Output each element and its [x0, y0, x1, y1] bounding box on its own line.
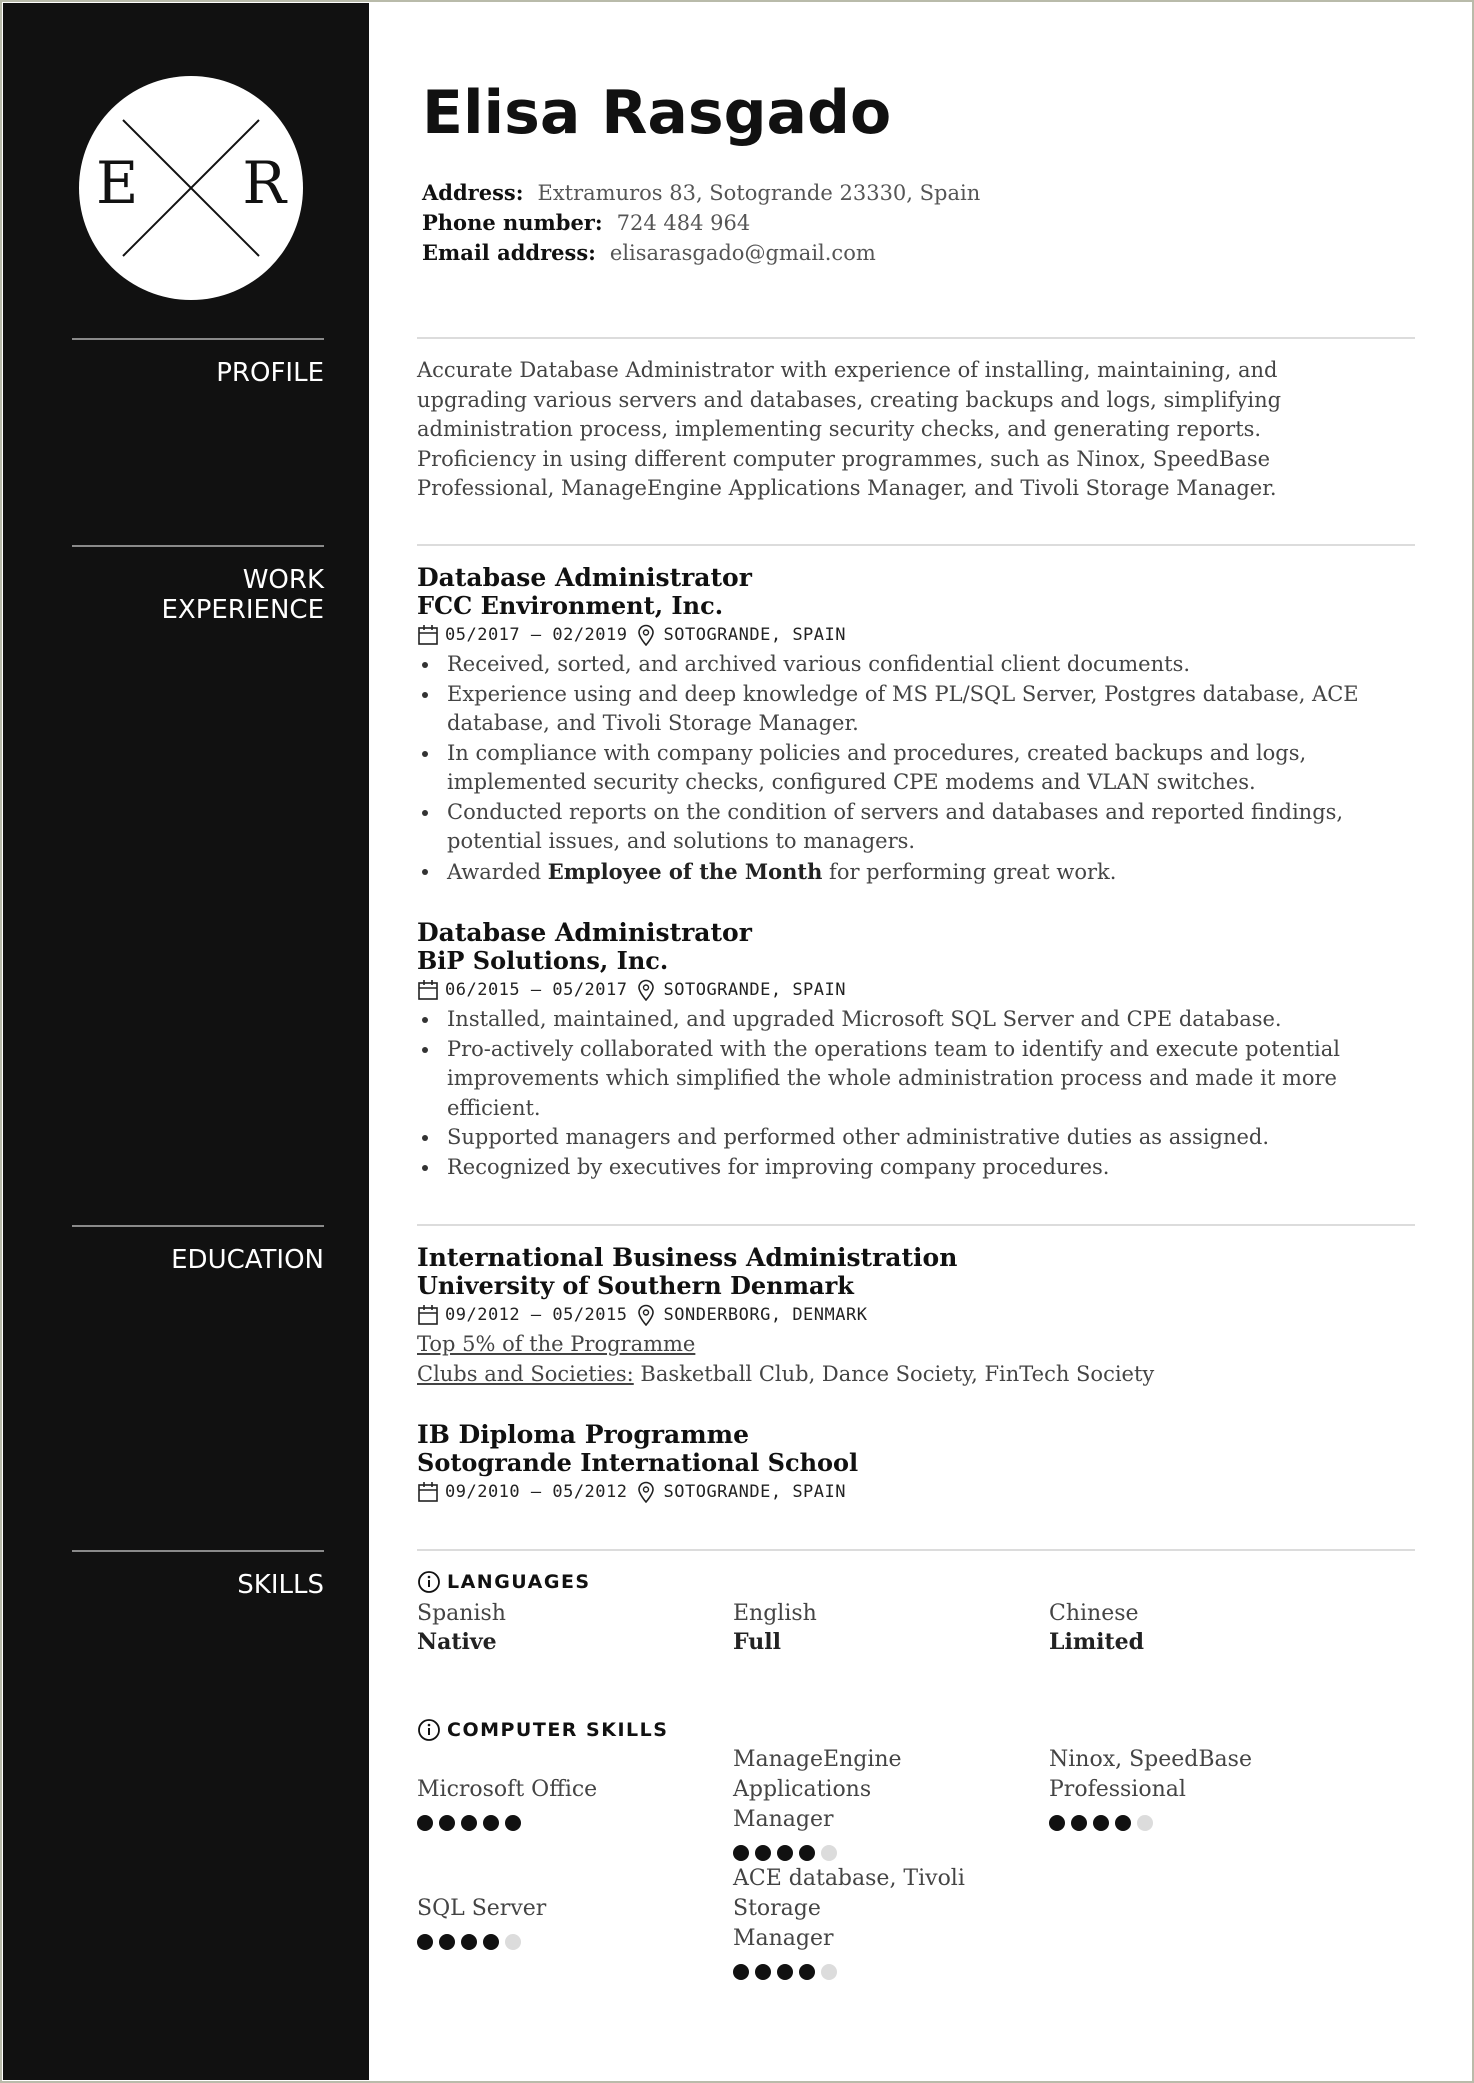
job-company: FCC Environment, Inc. [417, 591, 724, 620]
skill-name: Microsoft Office [417, 1777, 598, 1802]
contact-label: Address: [422, 180, 524, 205]
list-item: In compliance with company policies and procedures, created backups and logs, implemented security checks, configured CPE modems and VLAN switches. [417, 739, 1417, 798]
job-company: BiP Solutions, Inc. [417, 946, 669, 975]
skill-name: ManageEngine Applications [733, 1747, 902, 1802]
rating-dot-filled [733, 1845, 749, 1861]
rating-dot-filled [505, 1815, 521, 1831]
computer-skill-item [417, 1775, 727, 1831]
education-honor: Top 5% of the Programme [417, 1332, 696, 1356]
skill-name: ACE database, Tivoli Storage [733, 1866, 965, 1921]
rating-dot-filled [439, 1815, 455, 1831]
rating-dot-filled [777, 1845, 793, 1861]
sidebar-rule-education [72, 1225, 324, 1227]
job-location: SOTOGRANDE, SPAIN [663, 625, 846, 645]
contact-label: Email address: [422, 240, 596, 265]
degree-title: International Business Administration [417, 1243, 958, 1272]
rating-dot-filled [799, 1964, 815, 1980]
computer-skill-item [417, 1894, 727, 1950]
list-item: Conducted reports on the condition of servers and databases and reported findings, potential issues, and solutions to managers. [417, 798, 1417, 857]
sidebar-rule-skills [72, 1550, 324, 1552]
rating-dot-empty [1137, 1815, 1153, 1831]
rating-dot-filled [1071, 1815, 1087, 1831]
list-item: Received, sorted, and archived various confidential client documents. [417, 650, 1417, 680]
skill-rating [733, 1845, 1043, 1861]
skill-name: SQL Server [417, 1896, 547, 1921]
calendar-icon [417, 1304, 439, 1326]
computer-skills-heading: COMPUTER SKILLS [417, 1718, 668, 1742]
rating-dot-empty [821, 1845, 837, 1861]
monogram-right-letter: R [242, 149, 286, 217]
section-title-profile: PROFILE [216, 358, 324, 388]
rating-dot-filled [439, 1934, 455, 1950]
award-name: Employee of the Month [547, 858, 823, 884]
rating-dot-filled [733, 1964, 749, 1980]
profile-line: Professional, ManageEngine Applications Manager, and Tivoli Storage Manager. [417, 476, 1277, 501]
rating-dot-filled [777, 1964, 793, 1980]
contact-address [422, 178, 980, 208]
job-title: Database Administrator [417, 918, 752, 947]
calendar-icon [417, 624, 439, 646]
calendar-icon [417, 1481, 439, 1503]
school-name: Sotogrande International School [417, 1448, 859, 1477]
education-clubs [417, 1360, 1417, 1390]
job-bullets [417, 1005, 1417, 1182]
candidate-name: Elisa Rasgado [422, 78, 892, 148]
rating-dot-empty [821, 1964, 837, 1980]
monogram-left-letter: E [96, 149, 139, 217]
language-item [733, 1599, 1033, 1657]
language-level: Full [733, 1629, 781, 1655]
contact-label: Phone number: [422, 210, 603, 235]
job-meta [417, 975, 1417, 1005]
sidebar-rule-profile [72, 338, 324, 340]
list-item: Installed, maintained, and upgraded Microsoft SQL Server and CPE database. [417, 1005, 1417, 1035]
language-item [1049, 1599, 1349, 1657]
divider [417, 544, 1415, 546]
contact-email [422, 238, 980, 268]
language-name: English [733, 1601, 817, 1626]
location-pin-icon [636, 979, 656, 1001]
contact-block [422, 178, 980, 268]
education-meta [417, 1477, 1417, 1507]
rating-dot-filled [1093, 1815, 1109, 1831]
list-item: Awarded Employee of the Month for performing great work. [417, 857, 1417, 888]
job-entry [417, 919, 1417, 1182]
skill-rating [417, 1815, 727, 1831]
education-entry [417, 1421, 1417, 1507]
skill-name-line2: Manager [733, 1926, 834, 1951]
rating-dot-empty [505, 1934, 521, 1950]
clubs-list: Basketball Club, Dance Society, FinTech Society [633, 1361, 1155, 1386]
divider [417, 1549, 1415, 1551]
education-meta [417, 1300, 1417, 1330]
rating-dot-filled [755, 1845, 771, 1861]
rating-dot-filled [1115, 1815, 1131, 1831]
location-pin-icon [636, 1304, 656, 1326]
job-title: Database Administrator [417, 563, 752, 592]
section-title-work-line1: WORK [242, 565, 324, 595]
location-pin-icon [636, 624, 656, 646]
rating-dot-filled [417, 1815, 433, 1831]
language-name: Spanish [417, 1601, 506, 1626]
languages-heading: LANGUAGES [417, 1570, 591, 1594]
education-location: SONDERBORG, DENMARK [663, 1305, 868, 1325]
language-item [417, 1599, 717, 1657]
rating-dot-filled [755, 1964, 771, 1980]
job-bullets [417, 650, 1417, 887]
location-pin-icon [636, 1481, 656, 1503]
list-item: Experience using and deep knowledge of MS PL/SQL Server, Postgres database, ACE database, and Tivoli Storage Manager. [417, 680, 1417, 739]
rating-dot-filled [1049, 1815, 1065, 1831]
rating-dot-filled [799, 1845, 815, 1861]
contact-value: Extramuros 83, Sotogrande 23330, Spain [537, 181, 981, 205]
profile-summary [417, 356, 1407, 504]
job-entry [417, 564, 1417, 887]
job-dates: 05/2017 — 02/2019 [445, 625, 628, 645]
info-icon [417, 1570, 441, 1594]
section-title-skills: SKILLS [237, 1570, 324, 1600]
monogram [79, 76, 303, 300]
skill-name-line2: Professional [1049, 1777, 1186, 1802]
profile-line: administration process, implementing security checks, and generating reports. [417, 417, 1262, 442]
section-title-work [161, 565, 324, 625]
clubs-label: Clubs and Societies: [417, 1361, 634, 1386]
skill-rating [1049, 1815, 1359, 1831]
contact-phone [422, 208, 980, 238]
skill-name: Ninox, SpeedBase [1049, 1747, 1252, 1772]
info-icon [417, 1718, 441, 1742]
education-entry [417, 1244, 1417, 1389]
list-item: Pro-actively collaborated with the operations team to identify and execute potential improvements which simplified the whole administration process and made it more efficient. [417, 1035, 1417, 1124]
list-item: Supported managers and performed other administrative duties as assigned. [417, 1123, 1417, 1153]
rating-dot-filled [483, 1815, 499, 1831]
rating-dot-filled [461, 1934, 477, 1950]
language-name: Chinese [1049, 1601, 1139, 1626]
divider [417, 1224, 1415, 1226]
rating-dot-filled [417, 1934, 433, 1950]
computer-skill-item [733, 1864, 1043, 1980]
divider [417, 337, 1415, 339]
language-level: Native [417, 1629, 497, 1655]
skill-rating [733, 1964, 1043, 1980]
job-location: SOTOGRANDE, SPAIN [663, 980, 846, 1000]
job-dates: 06/2015 — 05/2017 [445, 980, 628, 1000]
language-level: Limited [1049, 1629, 1145, 1655]
education-dates: 09/2012 — 05/2015 [445, 1305, 628, 1325]
rating-dot-filled [461, 1815, 477, 1831]
calendar-icon [417, 979, 439, 1001]
profile-line: Accurate Database Administrator with experience of installing, maintaining, and [417, 358, 1278, 382]
profile-line: upgrading various servers and databases, creating backups and logs, simplifying [417, 387, 1282, 412]
computer-skill-item [1049, 1745, 1359, 1831]
sidebar-rule-work [72, 545, 324, 547]
rating-dot-filled [483, 1934, 499, 1950]
section-title-work-line2: EXPERIENCE [161, 595, 324, 625]
skill-name-line2: Manager [733, 1807, 834, 1832]
contact-value: 724 484 964 [616, 211, 751, 235]
school-name: University of Southern Denmark [417, 1271, 854, 1300]
degree-title: IB Diploma Programme [417, 1420, 750, 1449]
skill-rating [417, 1934, 727, 1950]
contact-value: elisarasgado@gmail.com [609, 241, 876, 265]
education-dates: 09/2010 — 05/2012 [445, 1482, 628, 1502]
list-item: Recognized by executives for improving company procedures. [417, 1153, 1417, 1183]
job-meta [417, 620, 1417, 650]
computer-skill-item [733, 1745, 1043, 1861]
sidebar [3, 3, 369, 2080]
section-title-education: EDUCATION [171, 1245, 324, 1275]
education-location: SOTOGRANDE, SPAIN [663, 1482, 846, 1502]
profile-line: Proficiency in using different computer programmes, such as Ninox, SpeedBase [417, 446, 1271, 471]
